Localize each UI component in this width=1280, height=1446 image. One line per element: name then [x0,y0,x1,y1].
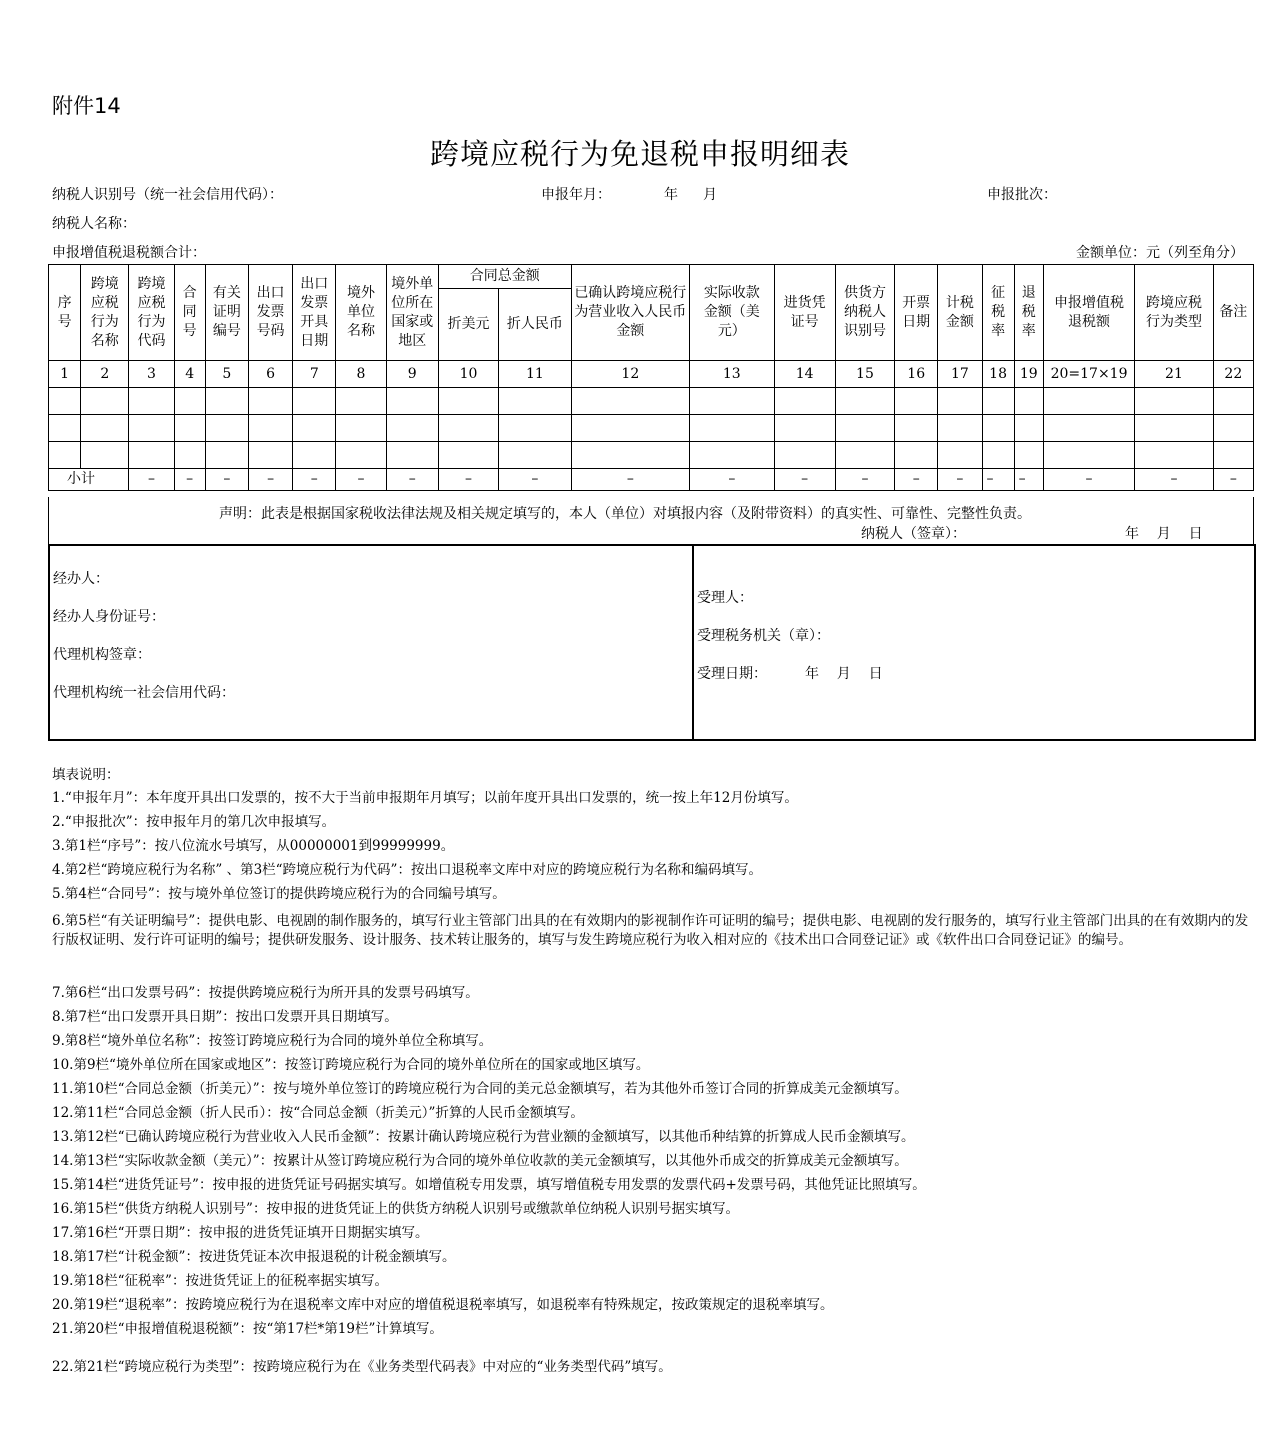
col-header-19: 退税率 [1014,265,1043,361]
col-number-1: 1 [49,361,81,388]
subtotal-cell: – [895,469,938,491]
col-header-3: 跨境应税行为代码 [129,265,174,361]
subtotal-cell: – [938,469,982,491]
subtotal-cell: – [499,469,571,491]
accept-date: 年 月 日 [805,666,883,682]
declaration-table [48,264,1254,491]
subtotal-cell: – [129,469,174,491]
subtotal-cell: – [982,469,1014,491]
subtotal-cell: – [336,469,386,491]
col-header-2: 跨境应税行为名称 [81,265,129,361]
col-number-21: 21 [1135,361,1213,388]
taxpayer-id-label: 纳税人识别号（统一社会信用代码）： [52,187,283,203]
subtotal-cell: – [1014,469,1043,491]
instruction-item: 21.第20栏“申报增值税退税额”：按“第17栏*第19栏”计算填写。 [52,1321,443,1337]
taxpayer-sign-label: 纳税人（签章）： [861,526,966,542]
agency-seal-label: 代理机构签章： [53,647,151,663]
subtotal-cell: – [205,469,248,491]
month-label: 月 [703,187,717,203]
page-title: 跨境应税行为免退税申报明细表 [429,137,850,171]
instruction-item: 18.第17栏“计税金额”：按进货凭证本次申报退税的计税金额填写。 [52,1249,456,1265]
col-header-5: 有关证明编号 [205,265,248,361]
col-header-12: 已确认跨境应税行为营业收入人民币金额 [571,265,690,361]
receiver-label: 受理人： [697,590,753,606]
col-header-9: 境外单位所在国家或地区 [386,265,438,361]
col-number-13: 13 [690,361,774,388]
subtotal-cell: – [774,469,835,491]
subtotal-cell: – [835,469,894,491]
col-number-4: 4 [174,361,205,388]
col-number-7: 7 [293,361,336,388]
col-header-13: 实际收款金额（美元） [690,265,774,361]
batch-label: 申报批次： [987,187,1057,203]
col-number-12: 12 [571,361,690,388]
col-header-15: 供货方纳税人识别号 [835,265,894,361]
instruction-item: 12.第11栏“合同总金额（折人民币）：按“合同总金额（折美元）”折算的人民币金额填写。 [52,1105,584,1121]
col-number-10: 10 [438,361,498,388]
tax-office-label: 受理税务机关（章）： [697,628,830,644]
col-header-10: 折美元 [438,289,498,361]
col-header-20: 申报增值税退税额 [1043,265,1134,361]
instruction-item: 11.第10栏“合同总金额（折美元）”：按与境外单位签订的跨境应税行为合同的美元总金额填写，若为其他外币签订合同的折算成美元金额填写。 [52,1081,908,1097]
declare-month-label: 申报年月： [541,187,611,203]
col-header-1: 序号 [49,265,81,361]
col-number-15: 15 [835,361,894,388]
instruction-item: 4.第2栏“跨境应税行为名称” 、第3栏“跨境应税行为代码”：按出口退税率文库中对应的跨境应税行为名称和编码填写。 [52,862,762,878]
col-header-4: 合同号 [174,265,205,361]
col-header-21: 跨境应税行为类型 [1135,265,1213,361]
agency-code-label: 代理机构统一社会信用代码： [53,685,235,701]
contract-total-header: 合同总金额 [438,265,571,289]
subtotal-cell: – [386,469,438,491]
instruction-item: 14.第13栏“实际收款金额（美元）”：按累计从签订跨境应税行为合同的境外单位收款的美元金额填写，以其他外币成交的折算成美元金额填写。 [52,1153,908,1169]
col-number-9: 9 [386,361,438,388]
instruction-item: 10.第9栏“境外单位所在国家或地区”：按签订跨境应税行为合同的境外单位所在的国家或地区填写。 [52,1057,650,1073]
col-number-17: 17 [938,361,982,388]
subtotal-cell: – [571,469,690,491]
col-number-2: 2 [81,361,129,388]
declaration-date: 年 月 日 [1125,526,1203,542]
col-header-14: 进货凭证号 [774,265,835,361]
subtotal-cell: – [1043,469,1134,491]
col-header-11: 折人民币 [499,289,571,361]
col-number-18: 18 [982,361,1014,388]
instruction-item: 3.第1栏“序号”：按八位流水号填写，从00000001到99999999。 [52,838,455,854]
col-number-3: 3 [129,361,174,388]
declaration-statement: 声明：此表是根据国家税收法律法规及相关规定填写的，本人（单位）对填报内容（及附带资料）的真实性、可靠性、完整性负责。 [219,506,1031,522]
col-number-8: 8 [336,361,386,388]
col-number-5: 5 [205,361,248,388]
col-header-7: 出口发票开具日期 [293,265,336,361]
instruction-item: 2.“申报批次”：按申报年月的第几次申报填写。 [52,814,336,830]
col-number-11: 11 [499,361,571,388]
instruction-item: 1.“申报年月”：本年度开具出口发票的，按不大于当前申报期年月填写；以前年度开具出口发票的，统一按上年12月份填写。 [52,790,798,806]
handler-label: 经办人： [53,571,109,587]
instruction-item: 17.第16栏“开票日期”：按申报的进货凭证填开日期据实填写。 [52,1225,429,1241]
signature-divider [692,546,694,739]
instruction-item: 7.第6栏“出口发票号码”：按提供跨境应税行为所开具的发票号码填写。 [52,985,479,1001]
handler-id-label: 经办人身份证号： [53,609,165,625]
subtotal-cell: – [1135,469,1213,491]
instruction-item: 5.第4栏“合同号”：按与境外单位签订的提供跨境应税行为的合同编号填写。 [52,886,506,902]
col-number-20: 20=17×19 [1043,361,1134,388]
col-number-22: 22 [1213,361,1253,388]
signature-box [48,544,1256,741]
col-header-17: 计税金额 [938,265,982,361]
subtotal-cell: – [248,469,292,491]
subtotal-cell: – [1213,469,1253,491]
subtotal-cell: – [174,469,205,491]
attachment-label: 附件14 [52,94,121,118]
instruction-item: 13.第12栏“已确认跨境应税行为营业收入人民币金额”：按累计确认跨境应税行为营业额的金额填写，以其他币种结算的折算成人民币金额填写。 [52,1129,915,1145]
declaration-box [48,497,1254,545]
amount-unit-label: 金额单位：元（列至角分） [1076,245,1244,261]
col-header-8: 境外单位名称 [336,265,386,361]
taxpayer-name-label: 纳税人名称： [52,216,136,232]
col-number-14: 14 [774,361,835,388]
col-number-19: 19 [1014,361,1043,388]
col-header-6: 出口发票号码 [248,265,292,361]
subtotal-cell: – [438,469,498,491]
col-number-16: 16 [895,361,938,388]
col-number-6: 6 [248,361,292,388]
subtotal-cell: – [293,469,336,491]
instruction-item: 16.第15栏“供货方纳税人识别号”：按申报的进货凭证上的供货方纳税人识别号或缴款单位纳税人识别号据实填写。 [52,1201,739,1217]
instruction-item: 19.第18栏“征税率”：按进货凭证上的征税率据实填写。 [52,1273,388,1289]
accept-date-label: 受理日期： [697,666,767,682]
instruction-item: 8.第7栏“出口发票开具日期”：按出口发票开具日期填写。 [52,1009,398,1025]
instruction-item: 22.第21栏“跨境应税行为类型”：按跨境应税行为在《业务类型代码表》中对应的“业务类型代码”填写。 [52,1359,672,1375]
instructions-heading: 填表说明： [52,767,120,783]
col-header-18: 征税率 [982,265,1014,361]
instruction-item: 20.第19栏“退税率”：按跨境应税行为在退税率文库中对应的增值税退税率填写，如退税率有特殊规定，按政策规定的退税率填写。 [52,1297,834,1313]
subtotal-cell: – [690,469,774,491]
year-label: 年 [664,187,678,203]
instruction-item: 6.第5栏“有关证明编号”：提供电影、电视剧的制作服务的，填写行业主管部门出具的在有效期内的影视制作许可证明的编号；提供电影、电视剧的发行服务的，填写行业主管部门出具的在有效期内的发行版权证明、发行许可证明的编号；提供研发服务、设计服务、技术转让服务的，填写与发生跨境应税行为收入相对应的《技术出口合同登记证》或《软件出口合同登记证》的编号。 [52,913,1249,948]
total-refund-label: 申报增值税退税额合计： [52,245,206,261]
instruction-item: 9.第8栏“境外单位名称”：按签订跨境应税行为合同的境外单位全称填写。 [52,1033,493,1049]
instruction-item: 15.第14栏“进货凭证号”：按申报的进货凭证号码据实填写。如增值税专用发票，填写增值税专用发票的发票代码+发票号码，其他凭证比照填写。 [52,1177,926,1193]
col-header-16: 开票日期 [895,265,938,361]
col-header-22: 备注 [1213,265,1253,361]
subtotal-label: 小计 [49,469,129,491]
